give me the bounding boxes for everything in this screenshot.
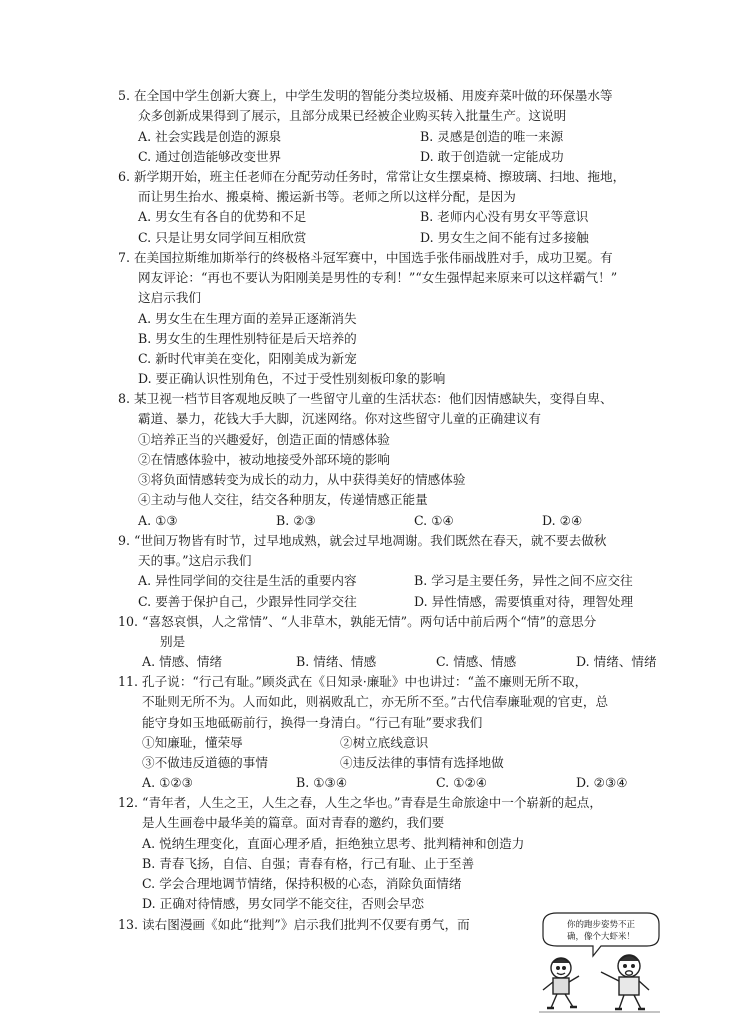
q10-stem-line2: 别是	[160, 634, 186, 649]
q6-option-c: C. 只是让男女同学间互相欣赏	[138, 230, 307, 245]
q9-option-b: B. 学习是主要任务，异性之间不应交往	[414, 573, 633, 588]
q5-option-d: D. 敢于创造就一定能成功	[420, 149, 564, 164]
q7-option-a: A. 男女生在生理方面的差异正逐渐消失	[138, 311, 357, 326]
q7-option-b: B. 男女生的生理性别特征是后天培养的	[138, 331, 357, 346]
q10-option-d: D. 情绪、情绪	[576, 654, 657, 669]
q11-option-d: D. ②③④	[576, 775, 628, 790]
pointing-boy-figure	[601, 955, 649, 1009]
q8-option-c: C. ①④	[414, 513, 454, 528]
q11-item-3: ③不做违反道德的事情	[142, 755, 268, 770]
q6-option-a: A. 男女生有各自的优势和不足	[138, 209, 307, 224]
q11-item-4: ④违反法律的事情有选择地做	[340, 755, 504, 770]
q11-stem-line3: 能守身如玉地砥砺前行，换得一身清白。“行己有耻”要求我们	[142, 715, 483, 730]
q8-item-1: ①培养正当的兴趣爱好，创造正面的情感体验	[138, 432, 390, 447]
q12-option-b: B. 青春飞扬，自信、自强；青春有格，行己有耻、止于至善	[142, 856, 475, 871]
q8-item-3: ③将负面情感转变为成长的动力，从中获得美好的情感体验	[138, 472, 466, 487]
q5-option-a: A. 社会实践是创造的源泉	[138, 129, 282, 144]
q8-stem-line2: 霸道、暴力，花钱大手大脚，沉迷网络。你对这些留守儿童的正确建议有	[138, 411, 541, 426]
q6-option-d: D. 男女生之间不能有过多接触	[420, 230, 589, 245]
q11-stem-line2: 不耻则无所不为。人而如此，则祸败乱亡，亦无所不至。”古代信奉廉耻观的官吏，总	[142, 694, 609, 709]
q9-stem-line2: 天的事。”这启示我们	[138, 553, 252, 568]
q12-option-a: A. 悦纳生理变化，直面心理矛盾，拒绝独立思考、批判精神和创造力	[142, 836, 525, 851]
q8-option-d: D. ②④	[542, 513, 583, 528]
q11-option-b: B. ①③④	[296, 775, 348, 790]
q10-option-c: C. 情感、情感	[436, 654, 517, 669]
q5-option-c: C. 通过创造能够改变世界	[138, 149, 282, 164]
q6-stem-line2: 而让男生抬水、搬桌椅、搬运新书等。老师之所以这样分配，是因为	[138, 189, 516, 204]
q12-option-d: D. 正确对待情感，男女同学不能交往，否则会早恋	[142, 896, 425, 911]
q6-option-b: B. 老师内心没有男女平等意识	[420, 209, 589, 224]
q13-stem-line1: 13. 读右图漫画《如此“批判”》启示我们批判不仅要有勇气，而	[118, 917, 470, 932]
q8-option-a: A. ①③	[138, 513, 178, 528]
q11-item-1: ①知廉耻，懂荣辱	[142, 735, 243, 750]
q11-stem-line1: 11. 孔子说：“行己有耻。”顾炎武在《日知录·廉耻》中也讲过：“盖不廉则无所不取，	[118, 674, 588, 689]
q5-stem-line1: 5. 在全国中学生创新大赛上，中学生发明的智能分类垃圾桶、用废弃菜叶做的环保墨水等	[118, 88, 613, 103]
q11-option-c: C. ①②④	[436, 775, 488, 790]
q11-item-2: ②树立底线意识	[340, 735, 429, 750]
q7-stem-line3: 这启示我们	[138, 290, 201, 305]
q12-option-c: C. 学会合理地调节情绪，保持积极的心态，消除负面情绪	[142, 876, 462, 891]
q12-stem-line1: 12. “青年者，人生之王，人生之春，人生之华也。”青春是生命旅途中一个崭新的起点，	[118, 795, 602, 810]
q8-item-2: ②在情感体验中，被动地接受外部环境的影响	[138, 452, 390, 467]
speech-text-line1: 你的跑步姿势不正	[566, 920, 636, 930]
q10-stem-line1: 10. “喜怒哀惧，人之常情”、“人非草木，孰能无情”。两句话中前后两个“情”的意思分	[118, 614, 597, 629]
q8-item-4: ④主动与他人交往，结交各种朋友，传递情感正能量	[138, 492, 428, 507]
q10-option-b: B. 情绪、情感	[296, 654, 377, 669]
q8-option-b: B. ②③	[276, 513, 316, 528]
q5-stem-line2: 众多创新成果得到了展示，且部分成果已经被企业购买转入批量生产。这说明	[138, 108, 567, 123]
q7-stem-line2: 网友评论：“再也不要认为阳刚美是男性的专利！”“女生强悍起来原来可以这样霸气！”	[138, 270, 618, 285]
q11-option-a: A. ①②③	[142, 775, 193, 790]
q7-option-d: D. 要正确认识性别角色，不过于受性别刻板印象的影响	[138, 371, 446, 386]
q6-stem-line1: 6. 新学期开始，班主任老师在分配劳动任务时，常常让女生摆桌椅、擦玻璃、扫地、拖地，	[118, 169, 626, 184]
q9-option-a: A. 异性同学间的交往是生活的重要内容	[138, 573, 357, 588]
q5-option-b: B. 灵感是创造的唯一来源	[420, 129, 564, 144]
q9-stem-line1: 9. “世间万物皆有时节，过早地成熟，就会过早地凋谢。我们既然在春天，就不要去做秋	[118, 533, 607, 548]
q9-option-d: D. 异性情感，需要慎重对待，理智处理	[414, 594, 634, 609]
speech-bubble	[543, 913, 659, 956]
q7-option-c: C. 新时代审美在变化，阳刚美成为新宠	[138, 351, 357, 366]
q8-stem-line1: 8. 某卫视一档节目客观地反映了一些留守儿童的生活状态：他们因情感缺失，变得自卑、	[118, 391, 613, 406]
q12-stem-line2: 是人生画卷中最华美的篇章。面对青春的邀约，我们要	[142, 815, 445, 830]
cartoon-illustration	[537, 910, 662, 1015]
q10-option-a: A. 情感、情绪	[142, 654, 223, 669]
q9-option-c: C. 要善于保护自己，少跟异性同学交往	[138, 594, 357, 609]
running-boy-figure	[543, 958, 579, 1008]
speech-text-line2: 确，像个大虾米！	[566, 932, 636, 942]
q7-stem-line1: 7. 在美国拉斯维加斯举行的终极格斗冠军赛中，中国选手张伟丽战胜对手，成功卫冕。有	[118, 250, 613, 265]
